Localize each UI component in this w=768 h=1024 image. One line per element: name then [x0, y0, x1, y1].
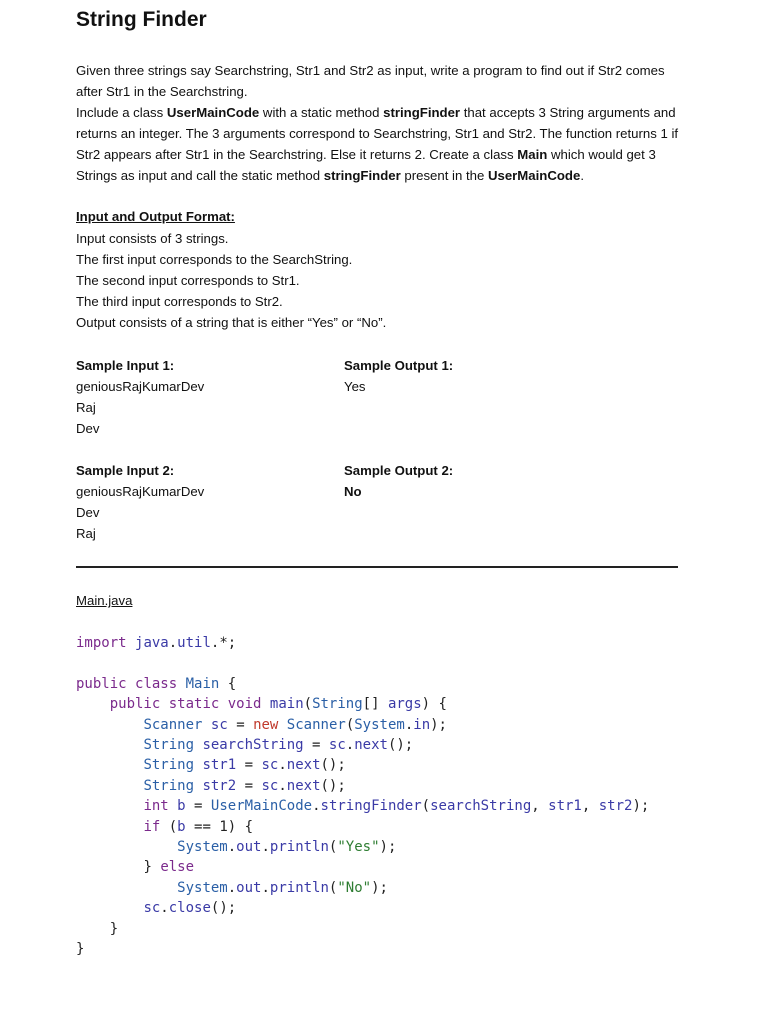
- desc-method-stringfinder: stringFinder: [323, 168, 401, 183]
- sample-output-2-label: Sample Output 2:: [344, 463, 454, 478]
- description-paragraph-1: Given three strings say Searchstring, Str1 and Str2 as input, write a program to find out if Str2 comes after Str1 in the Searchstring.: [76, 63, 665, 99]
- code-line: int b = UserMainCode.stringFinder(searchString, str1, str2);: [143, 798, 650, 815]
- desc-method-stringfinder: stringFinder: [383, 105, 461, 120]
- code-filename: Main.java: [76, 593, 133, 608]
- code-line: public static void main(String[] args) {: [109, 696, 447, 713]
- io-format-line: The second input corresponds to Str1.: [76, 273, 300, 288]
- sample-input-2-line: geniousRajKumarDev: [76, 484, 205, 499]
- sample-output-2-value: No: [344, 484, 362, 499]
- section-divider: [76, 566, 678, 568]
- code-line: String str2 = sc.next();: [143, 777, 346, 794]
- sample-input-1-line: geniousRajKumarDev: [76, 379, 205, 394]
- io-format-heading: Input and Output Format:: [76, 209, 235, 224]
- io-format-line: Input consists of 3 strings.: [76, 231, 229, 246]
- code-line: sc.close();: [143, 900, 237, 917]
- sample-input-1-line: Raj: [76, 400, 96, 415]
- sample-output-1-label: Sample Output 1:: [344, 358, 454, 373]
- desc-text: which would get 3 Strings as input and call the static method: [76, 147, 656, 183]
- page-title: String Finder: [76, 8, 207, 31]
- sample-input-2-label: Sample Input 2:: [76, 463, 175, 478]
- sample-input-1-label: Sample Input 1:: [76, 358, 175, 373]
- code-line: } else: [143, 859, 195, 876]
- description-paragraph-2: [76, 102, 686, 186]
- desc-class-usermaincode: UserMainCode: [487, 168, 581, 183]
- desc-text: present in the: [400, 168, 488, 183]
- desc-class-usermaincode: UserMainCode: [166, 105, 260, 120]
- desc-text: Include a class: [76, 105, 167, 120]
- desc-text: .: [580, 168, 584, 183]
- code-line: if (b == 1) {: [143, 818, 254, 835]
- code-line: import java.util.*;: [76, 635, 237, 651]
- io-format-line: Output consists of a string that is either “Yes” or “No”.: [76, 315, 387, 330]
- code-line: System.out.println("No");: [177, 879, 388, 896]
- code-line: }: [109, 920, 119, 937]
- code-block: [76, 633, 649, 960]
- code-line: }: [76, 941, 85, 958]
- desc-text: with a static method: [259, 105, 384, 120]
- io-format-line: The first input corresponds to the SearchString.: [76, 252, 353, 267]
- desc-text: that accepts 3 String arguments and returns an integer. The 3 arguments correspond to Searchstring, Str1 and Str2. The function returns 1 if Str2 appears after Str1 in the Searchstring. Else it returns 2. Create a class: [76, 105, 679, 162]
- code-line: [76, 653, 649, 673]
- sample-input-2-line: Raj: [76, 526, 96, 541]
- code-line: System.out.println("Yes");: [177, 839, 397, 856]
- code-line: String str1 = sc.next();: [143, 757, 346, 774]
- sample-input-2-line: Dev: [76, 505, 100, 520]
- io-format-line: The third input corresponds to Str2.: [76, 294, 283, 309]
- code-line: public class Main {: [76, 675, 237, 692]
- code-line: String searchString = sc.next();: [143, 737, 414, 754]
- sample-output-1-value: Yes: [344, 379, 366, 394]
- sample-input-1-line: Dev: [76, 421, 100, 436]
- code-line: Scanner sc = new Scanner(System.in);: [143, 716, 447, 733]
- desc-class-main: Main: [517, 147, 548, 162]
